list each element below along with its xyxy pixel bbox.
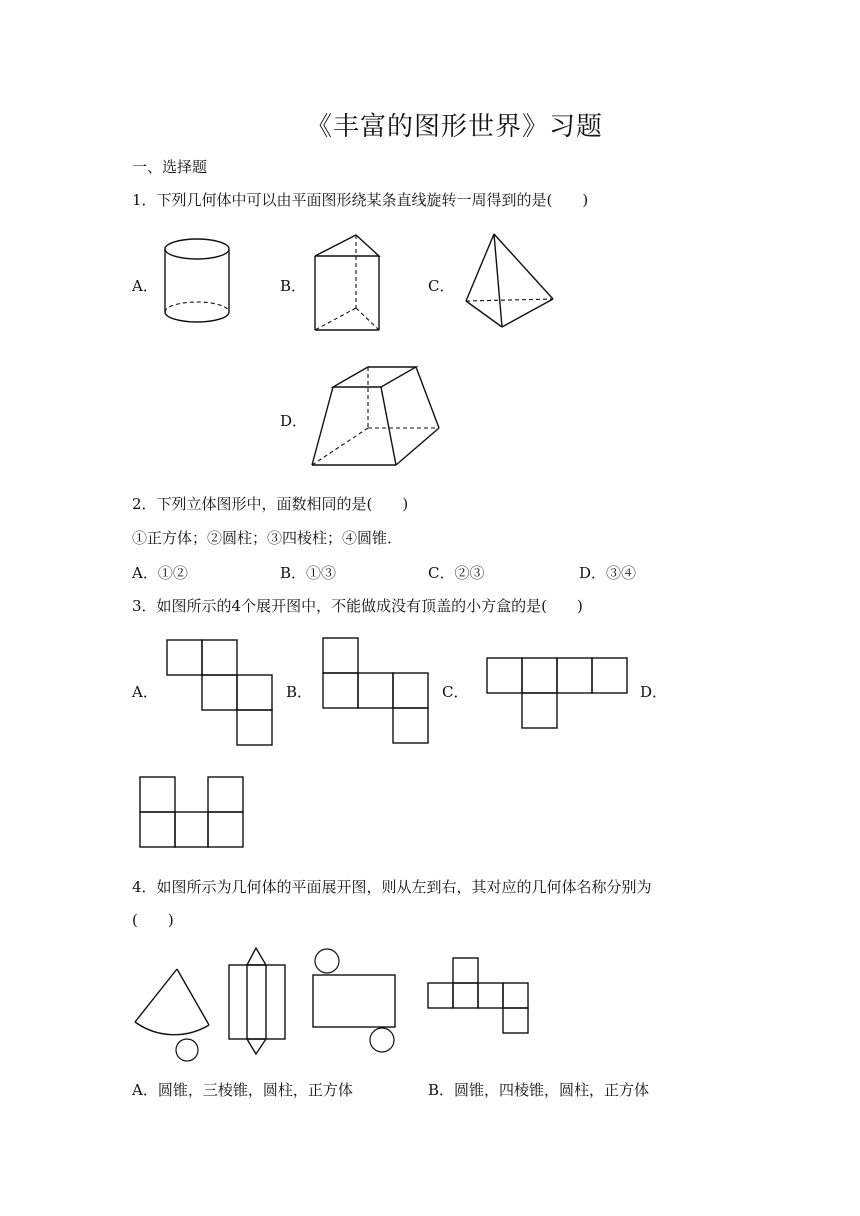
q4-cylinder-net-figure	[310, 944, 398, 1056]
q3-option-c-label: C．	[442, 683, 469, 701]
q4-cube-net-figure	[426, 957, 530, 1035]
q3-net-a-figure	[166, 639, 274, 747]
q1-option-d-label: D．	[280, 412, 308, 430]
q4-pyramid-net-figure	[226, 945, 288, 1057]
q2-solid-list: ①正方体；②圆柱；③四棱柱；④圆锥．	[132, 529, 403, 547]
q3-net-b-figure	[322, 637, 432, 747]
q2-option-c: C．②③	[428, 564, 485, 582]
q2-stem: 2．下列立体图形中，面数相同的是( )	[132, 495, 409, 513]
q1-triangular-prism-figure	[306, 228, 386, 334]
q1-cylinder-figure	[160, 236, 234, 328]
q1-stem: 1．下列几何体中可以由平面图形绕某条直线旋转一周得到的是( )	[132, 191, 589, 209]
q2-option-b: B．①③	[280, 564, 337, 582]
q1-option-a-label: A．	[132, 277, 158, 295]
q4-option-a: A．圆锥，三棱锥，圆柱，正方体	[132, 1081, 353, 1099]
q3-net-d-figure	[139, 776, 247, 850]
q1-option-b-label: B．	[280, 277, 307, 295]
q3-option-a-label: A．	[132, 683, 158, 701]
q4-cone-net-figure	[131, 966, 215, 1066]
q1-frustum-figure	[306, 362, 446, 472]
section-heading: 一、选择题	[132, 158, 208, 176]
page-title: 《丰富的图形世界》习题	[306, 112, 604, 142]
q2-option-a: A．①②	[132, 564, 188, 582]
q2-option-d: D．③④	[579, 564, 637, 582]
q3-net-c-figure	[486, 657, 630, 731]
q4-answer-paren: ( )	[132, 911, 174, 929]
q4-stem: 4．如图所示为几何体的平面展开图，则从左到右，其对应的几何体名称分别为	[132, 878, 652, 896]
q1-triangular-pyramid-figure	[460, 230, 560, 330]
q1-option-c-label: C．	[428, 277, 455, 295]
q4-option-b: B．圆锥，四棱锥，圆柱，正方体	[428, 1081, 650, 1099]
q3-option-d-label: D．	[640, 683, 668, 701]
q3-stem: 3．如图所示的4个展开图中，不能做成没有顶盖的小方盒的是( )	[132, 597, 583, 615]
q3-option-b-label: B．	[286, 683, 313, 701]
